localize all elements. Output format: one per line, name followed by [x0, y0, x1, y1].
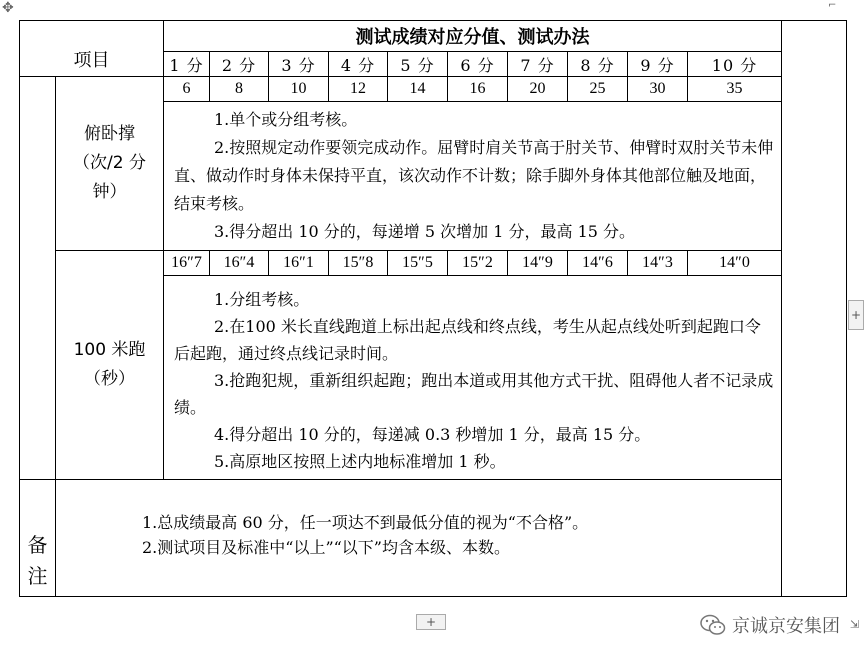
pushup-value-cell: 30 [628, 77, 688, 102]
wechat-icon [700, 614, 726, 636]
watermark-text: 京诚京安集团 [732, 616, 840, 637]
remark-item: 2.测试项目及标准中“以上”“以下”均含本级、本数。 [142, 538, 510, 557]
pushup-value-cell: 12 [329, 77, 388, 102]
pushup-rule: 2.按照规定动作要领完成动作。屈臂时肩关节高于肘关节、伸臂时双肘关节未伸直、做动作时身体未保持平直，该次动作不计数；除手脚外身体其他部位触及地面，结束考核。 [174, 138, 774, 213]
sprint-value-cell: 16″4 [210, 251, 269, 276]
move-handle-icon[interactable]: ✥ [2, 0, 14, 16]
sprint-name-line: （秒） [84, 369, 135, 389]
pushup-rules-cell [164, 102, 782, 251]
pushup-value-cell: 8 [210, 77, 269, 102]
remarks-label-line: 备 [27, 533, 48, 557]
table-title: 测试成绩对应分值、测试办法 [164, 21, 782, 52]
sprint-name-cell [56, 251, 164, 480]
watermark [700, 612, 840, 638]
sprint-value-cell: 16″7 [164, 251, 210, 276]
pushup-rule: 3.得分超出 10 分的，每递增 5 次增加 1 分，最高 15 分。 [214, 222, 636, 241]
add-column-button[interactable]: + [848, 300, 864, 330]
corner-mark-icon: ⌐ [828, 0, 837, 11]
score-cell: 1 分 [164, 52, 210, 77]
sprint-rule: 3.抢跑犯规，重新组织起跑；跑出本道或用其他方式干扰、阻碍他人者不记录成绩。 [174, 371, 774, 417]
pushup-name-line: 钟） [92, 182, 127, 202]
category-blank-cell [20, 77, 56, 480]
pushup-value-cell: 6 [164, 77, 210, 102]
sprint-value-cell: 14″0 [688, 251, 782, 276]
sprint-value-cell: 15″5 [388, 251, 448, 276]
pushup-value-cell: 25 [568, 77, 628, 102]
score-cell: 5 分 [388, 52, 448, 77]
remarks-label-cell [20, 480, 56, 597]
sprint-rule: 1.分组考核。 [214, 290, 310, 309]
pushup-values-row [20, 77, 847, 102]
score-cell: 4 分 [329, 52, 388, 77]
sprint-value-cell: 14″9 [508, 251, 568, 276]
score-cell: 6 分 [448, 52, 508, 77]
remarks-row [20, 480, 847, 597]
score-cell: 9 分 [628, 52, 688, 77]
pushup-value-cell: 10 [269, 77, 329, 102]
test-standard-table-wrapper [19, 20, 846, 613]
test-standard-table [19, 20, 847, 597]
sprint-value-cell: 15″8 [329, 251, 388, 276]
sprint-rule: 2.在100 米长直线跑道上标出起点线和终点线，考生从起点线处听到起跑口令后起跑，通过终点线记录时间。 [174, 317, 761, 363]
resize-handle-icon[interactable]: ⇲ [850, 618, 860, 631]
pushup-name-cell [56, 77, 164, 251]
pushup-name-line: （次/2 分 [73, 153, 146, 173]
sprint-rule: 5.高原地区按照上述内地标准增加 1 秒。 [214, 452, 506, 471]
pushup-name-line: 俯卧撑 [84, 124, 135, 144]
sprint-value-cell: 14″3 [628, 251, 688, 276]
pushup-value-cell: 14 [388, 77, 448, 102]
pushup-value-cell: 16 [448, 77, 508, 102]
item-label: 项目 [73, 50, 110, 71]
add-row-button[interactable]: + [416, 614, 446, 630]
score-cell: 3 分 [269, 52, 329, 77]
item-header [20, 21, 164, 77]
score-cell: 2 分 [210, 52, 269, 77]
sprint-rule: 4.得分超出 10 分的，每递减 0.3 秒增加 1 分，最高 15 分。 [214, 425, 651, 444]
pushup-rule: 1.单个或分组考核。 [214, 110, 358, 129]
pushup-value-cell: 35 [688, 77, 782, 102]
sprint-value-cell: 16″1 [269, 251, 329, 276]
sprint-value-cell: 14″6 [568, 251, 628, 276]
remark-item: 1.总成绩最高 60 分，任一项达不到最低分值的视为“不合格”。 [142, 513, 589, 532]
sprint-values-row [20, 251, 847, 276]
score-cell: 8 分 [568, 52, 628, 77]
score-cell: 7 分 [508, 52, 568, 77]
sprint-rules-cell [164, 276, 782, 480]
sprint-name-line: 100 米跑 [73, 340, 146, 360]
pushup-value-cell: 20 [508, 77, 568, 102]
score-cell: 10 分 [688, 52, 782, 77]
sprint-value-cell: 15″2 [448, 251, 508, 276]
remarks-label-line: 注 [27, 564, 48, 588]
remarks-cell [56, 480, 847, 597]
